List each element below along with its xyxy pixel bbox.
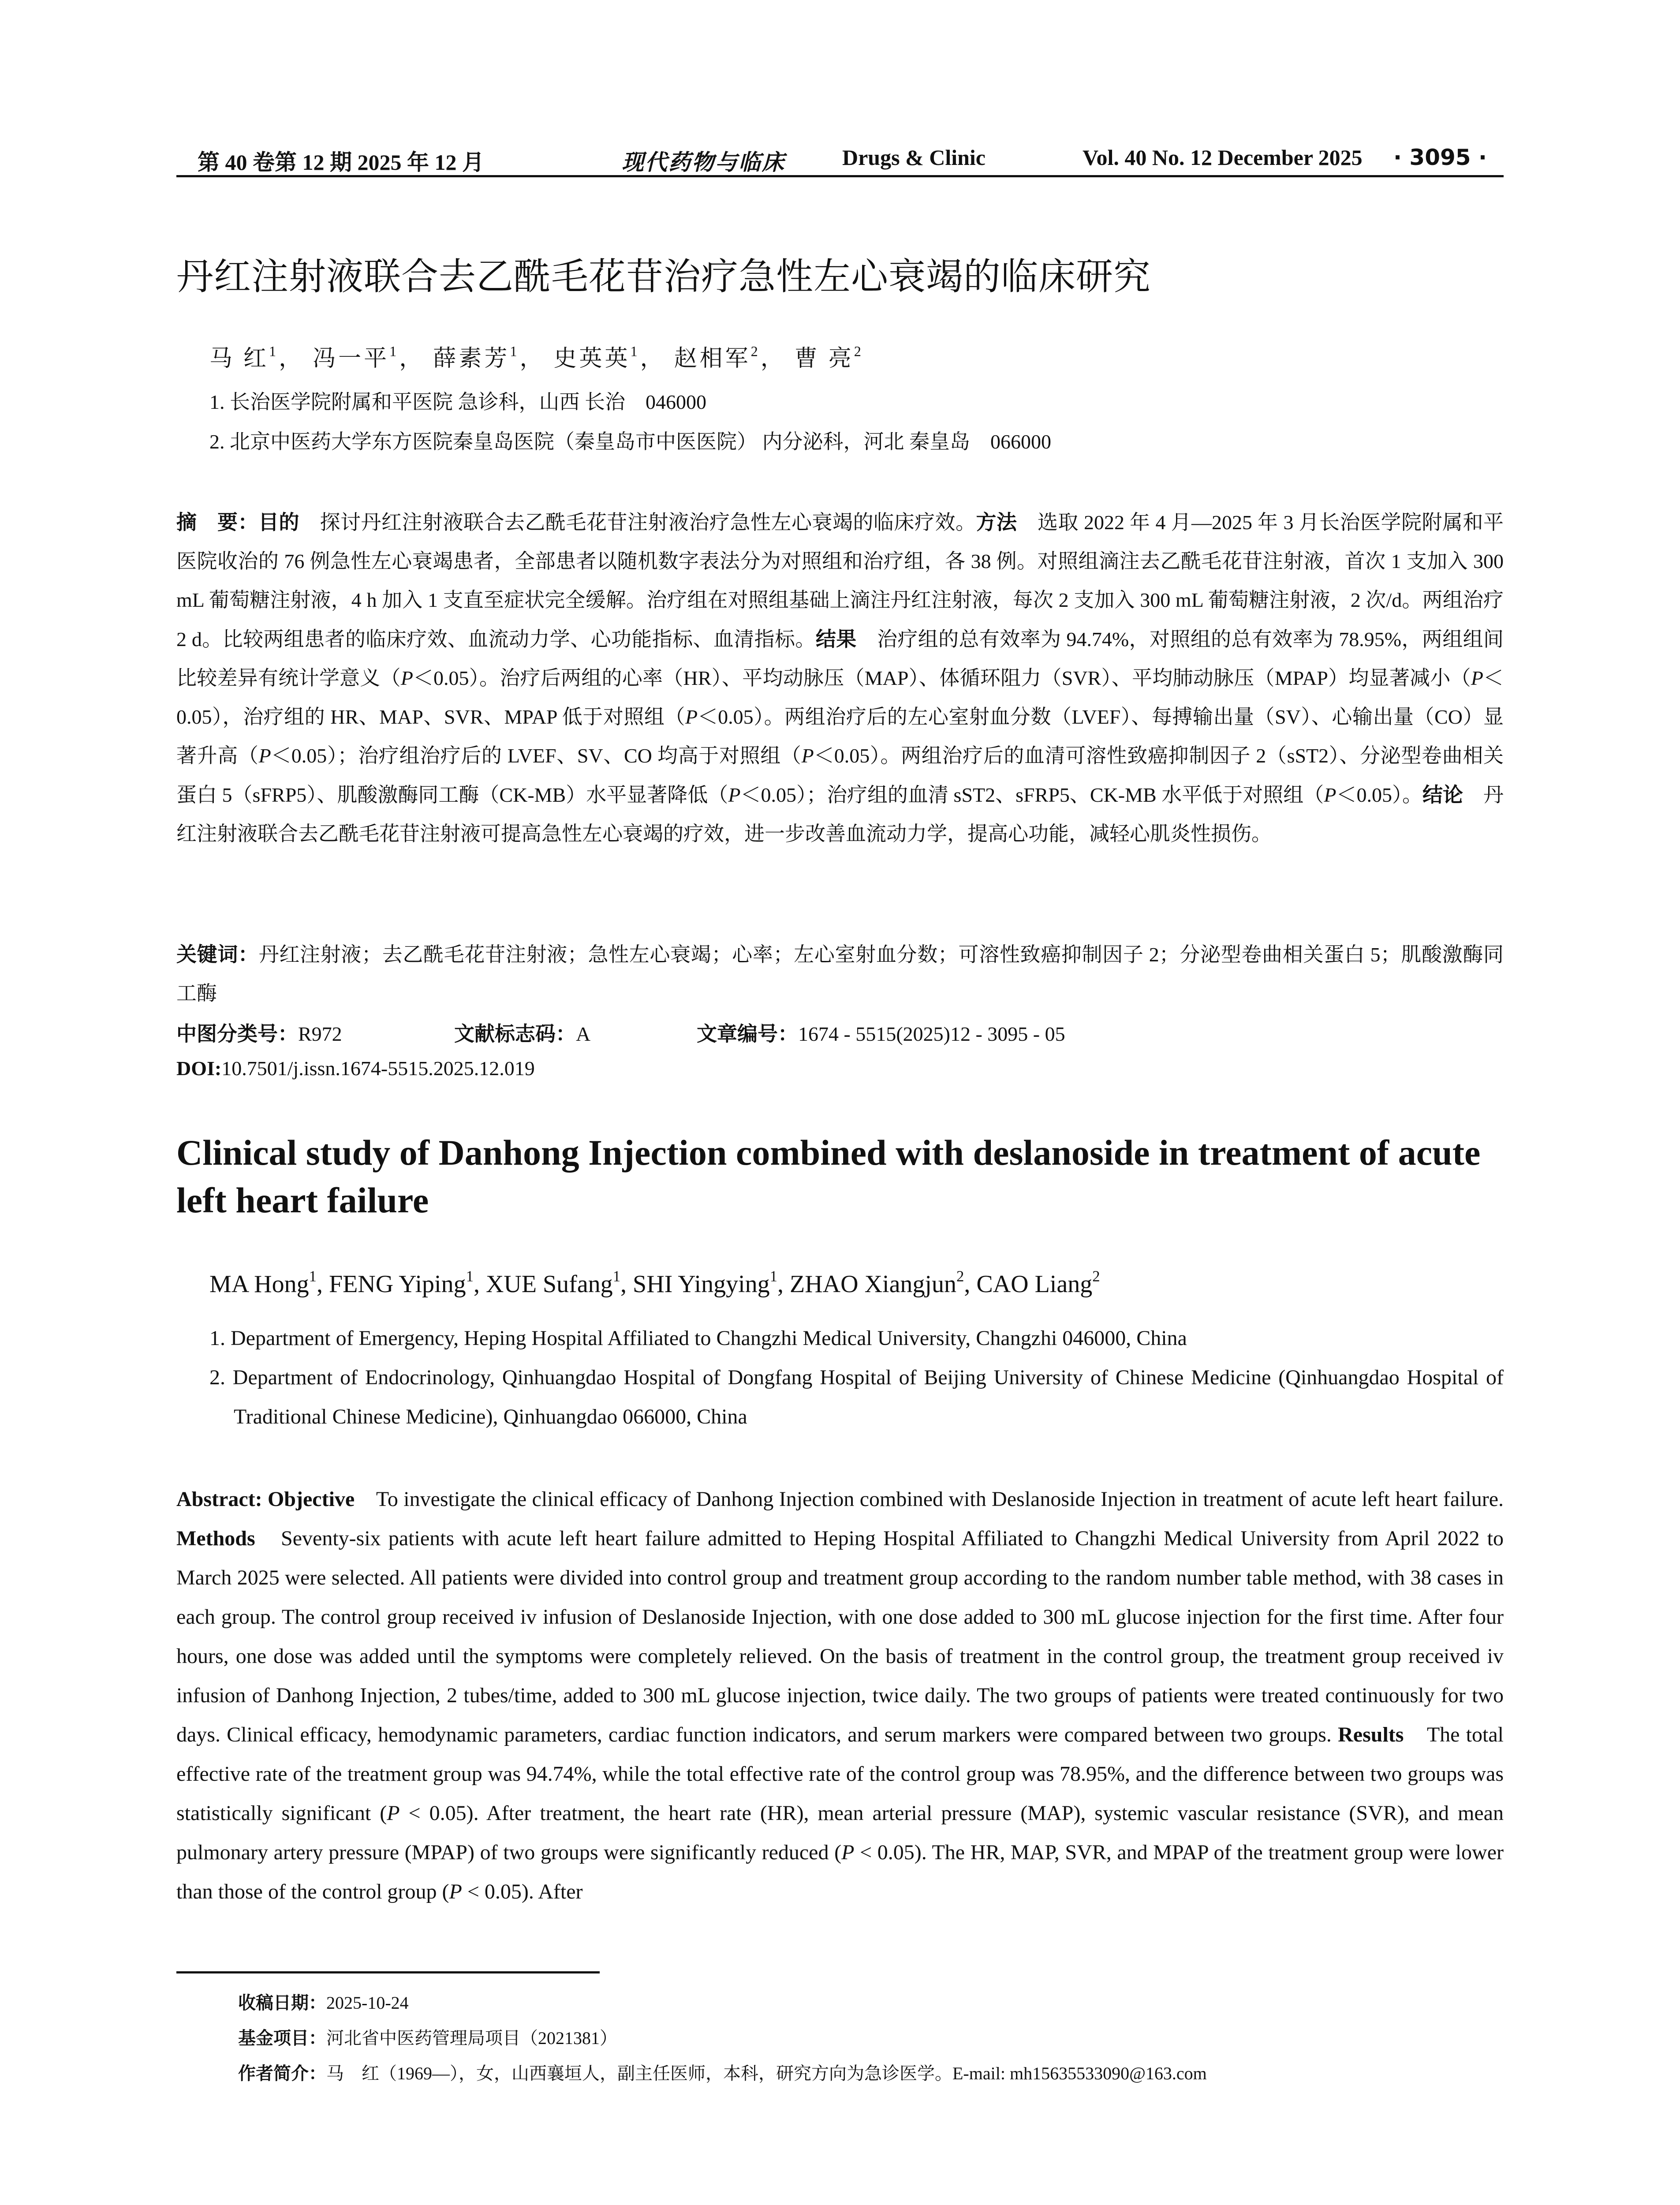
en-methods-label: Methods: [176, 1527, 255, 1550]
en-affiliations: [209, 1319, 1504, 1436]
en-author: XUE Sufang$^1$,: [485, 1267, 633, 1298]
p-symbol: P: [801, 744, 814, 767]
en-author: FENG Yiping$^1$,: [329, 1267, 486, 1298]
p-symbol: P: [1324, 784, 1337, 806]
footnote-rule: [176, 1971, 600, 1973]
cn-results-text: ＜0.05）；治疗组治疗后的 LVEF、SV、CO 均高于对照组（: [271, 744, 802, 767]
header-journal-cn: 现代药物与临床: [622, 150, 785, 175]
p-symbol: P: [387, 1801, 400, 1825]
en-author: ZHAO Xiangjun$^2$,: [790, 1267, 977, 1298]
en-affiliation-2: 2. Department of Endocrinology, Qinhuangdao Hospital of Dongfang Hospital of Beijing University of Chinese Medicine (Qinhuangdao Hospital of Traditional Chinese Medicine), Qinhuangdao 066000, China: [209, 1366, 1504, 1428]
cn-conclusion-label: 结论: [1422, 783, 1463, 807]
en-title: Clinical study of Danhong Injection combined with deslanoside in treatment of acute left heart failure: [176, 1132, 1481, 1220]
p-symbol: P: [258, 744, 271, 767]
cn-results-text: 治疗组的总有效率为 94.74%，对照组的总有效率为 78.95%，两组组间比较差异有统计学意义（: [176, 628, 1504, 689]
header-issue-en: Vol. 40 No. 12 December 2025: [1083, 145, 1363, 170]
en-results-text: < 0.05). The HR, MAP, SVR, and MPAP of the treatment group were lower than those of the control group (: [176, 1841, 1504, 1903]
en-methods-text: Seventy-six patients with acute left heart failure admitted to Heping Hospital Affiliated to Changzhi Medical University from April 2022 to March 2025 were selected. All patients were divided into control group and treatment group according to the random number table method, with 38 cases in each group. The control group received iv infusion of Deslanoside Injection, with one dose added to 300 mL glucose injection for the first time. After four hours, one dose was added until the symptoms were completely relieved. On the basis of treatment in the control group, the treatment group received iv infusion of Danhong Injection, 2 tubes/time, added to 300 mL glucose injection, twice daily. The two groups of patients were treated continuously for two days. Clinical efficacy, hemodynamic parameters, cardiac function indicators, and serum markers were compared between two groups.: [176, 1527, 1504, 1746]
en-affiliation-1: 1. Department of Emergency, Heping Hospital Affiliated to Changzhi Medical University, Changzhi 046000, China: [209, 1327, 1187, 1350]
cn-results-label: 结果: [815, 627, 857, 651]
en-results-label: Results: [1338, 1723, 1404, 1746]
cn-results-text: ＜0.05）；治疗组的血清 sST2、sFRP5、CK-MB 水平低于对照组（: [740, 784, 1324, 806]
clc-field: 中图分类号：R972: [176, 1022, 342, 1046]
en-objective-text: To investigate the clinical efficacy of Danhong Injection combined with Deslanoside Injection in treatment of acute left heart failure.: [355, 1487, 1504, 1511]
cn-classification-line: [176, 1018, 1065, 1047]
cn-author: 冯一平$^1$，: [313, 343, 425, 371]
en-author: MA Hong$^1$,: [209, 1267, 329, 1298]
cn-affiliation-1: 1. 长治医学院附属和平医院 急诊科，山西 长治 046000: [209, 391, 706, 413]
header-issue-cn: 第 40 卷第 12 期 2025 年 12 月: [198, 150, 484, 175]
cn-author: 曹 亮$^2$: [794, 343, 864, 371]
cn-methods-text: 选取 2022 年 4 月—2025 年 3 月长治医学院附属和平医院收治的 76 例急性左心衰竭患者，全部患者以随机数字表法分为对照组和治疗组，各 38 例。对照组滴注去乙酰毛花苷注射液，首次 1 支加入 300 mL 葡萄糖注射液，4 h 加入 1 支直至症状完全缓解。治疗组在对照组基础上滴注丹红注射液，每次 2 支加入 300 mL 葡萄糖注射液，2 次/d。两组治疗 2 d。比较两组患者的临床疗效、血流动力学、心功能指标、血清指标。: [176, 511, 1504, 650]
p-symbol: P: [1471, 667, 1484, 689]
header-rule: [176, 175, 1504, 177]
cn-authors: [209, 340, 864, 373]
p-symbol: P: [685, 706, 698, 728]
footnote-author: 作者简介：马 红（1969—），女，山西襄垣人，副主任医师，本科，研究方向为急诊医学。E-mail: mh15635533090@163.com: [238, 2063, 1207, 2084]
cn-objective-label: 目的: [258, 510, 299, 534]
cn-title: 丹红注射液联合去乙酰毛花苷治疗急性左心衰竭的临床研究: [176, 255, 1151, 298]
p-symbol: P: [400, 667, 413, 689]
en-authors: [209, 1267, 1100, 1298]
article-no-field: 文章编号：1674 - 5515(2025)12 - 3095 - 05: [697, 1022, 1065, 1046]
en-author: CAO Liang$^2$: [976, 1267, 1100, 1298]
footnote-fund: 基金项目：河北省中医药管理局项目（2021381）: [238, 2028, 617, 2048]
cn-results-text: ＜0.05）。两组治疗后的血清可溶性致癌抑制因子 2（sST2）、分泌型卷曲相关蛋白 5（sFRP5）、肌酸激酶同工酶（CK-MB）水平显著降低（: [176, 744, 1504, 806]
p-symbol: P: [728, 784, 741, 806]
cn-results-text: ＜0.05）。治疗后两组的心率（HR）、平均动脉压（MAP）、体循环阻力（SVR）、平均肺动脉压（MPAP）均显著减小（: [413, 667, 1471, 689]
cn-author: 史英英$^1$，: [553, 343, 666, 371]
cn-abstract: [176, 503, 1504, 853]
header-journal-en: Drugs & Clinic: [842, 145, 986, 170]
footnote-received: 收稿日期：2025-10-24: [238, 1993, 409, 2013]
cn-keywords-text: 丹红注射液；去乙酰毛花苷注射液；急性左心衰竭；心率；左心室射血分数；可溶性致癌抑制因子 2；分泌型卷曲相关蛋白 5；肌酸激酶同工酶: [176, 943, 1504, 1005]
cn-results-text: ＜0.05）。: [1336, 784, 1422, 806]
doc-code-field: 文献标志码：A: [454, 1022, 591, 1046]
p-symbol: P: [841, 1841, 855, 1864]
cn-results-text: ＜0.05）。两组治疗后的左心室射血分数（LVEF）、每搏输出量（SV）、心输出量（CO）显著升高（: [176, 706, 1504, 767]
cn-author: 赵相军$^2$，: [674, 343, 786, 371]
en-results-text: The total effective rate of the treatment group was 94.74%, while the total effective rate of the control group was 78.95%, and the difference between two groups was statistically significant (: [176, 1723, 1504, 1825]
header-page-number: · 3095 ·: [1393, 145, 1487, 170]
doi-label: DOI:: [176, 1057, 222, 1080]
p-symbol: P: [449, 1880, 462, 1903]
doi-line: [176, 1057, 535, 1080]
en-abstract: [176, 1480, 1504, 1911]
en-results-text: < 0.05). After: [462, 1880, 583, 1903]
cn-results-text: ＜0.05），治疗组的 HR、MAP、SVR、MPAP 低于对照组（: [176, 667, 1504, 728]
cn-abstract-label: 摘 要：: [176, 510, 258, 534]
en-results-text: < 0.05). After treatment, the heart rate (HR), mean arterial pressure (MAP), systemic vascular resistance (SVR), and mean pulmonary artery pressure (MPAP) of two groups were significantly reduced (: [176, 1801, 1504, 1864]
cn-author: 马 红$^1$，: [209, 343, 305, 371]
cn-affiliation-2: 2. 北京中医药大学东方医院秦皇岛医院（秦皇岛市中医医院） 内分泌科，河北 秦皇岛 066000: [209, 430, 1051, 453]
cn-keywords-label: 关键词：: [176, 942, 259, 966]
en-author: SHI Yingying$^1$,: [633, 1267, 790, 1298]
cn-objective-text: 探讨丹红注射液联合去乙酰毛花苷注射液治疗急性左心衰竭的临床疗效。: [299, 511, 976, 534]
running-header: [176, 140, 1504, 177]
en-objective-label: Objective: [267, 1487, 355, 1511]
cn-keywords: [176, 935, 1504, 1013]
cn-methods-label: 方法: [976, 510, 1017, 534]
cn-author: 薛素芳$^1$，: [433, 343, 545, 371]
doi-value: 10.7501/j.issn.1674-5515.2025.12.019: [221, 1057, 535, 1080]
cn-conclusion-text: 丹红注射液联合去乙酰毛花苷注射液可提高急性左心衰竭的疗效，进一步改善血流动力学，提高心功能，减轻心肌炎性损伤。: [176, 784, 1504, 845]
en-abstract-label: Abstract:: [176, 1487, 262, 1511]
